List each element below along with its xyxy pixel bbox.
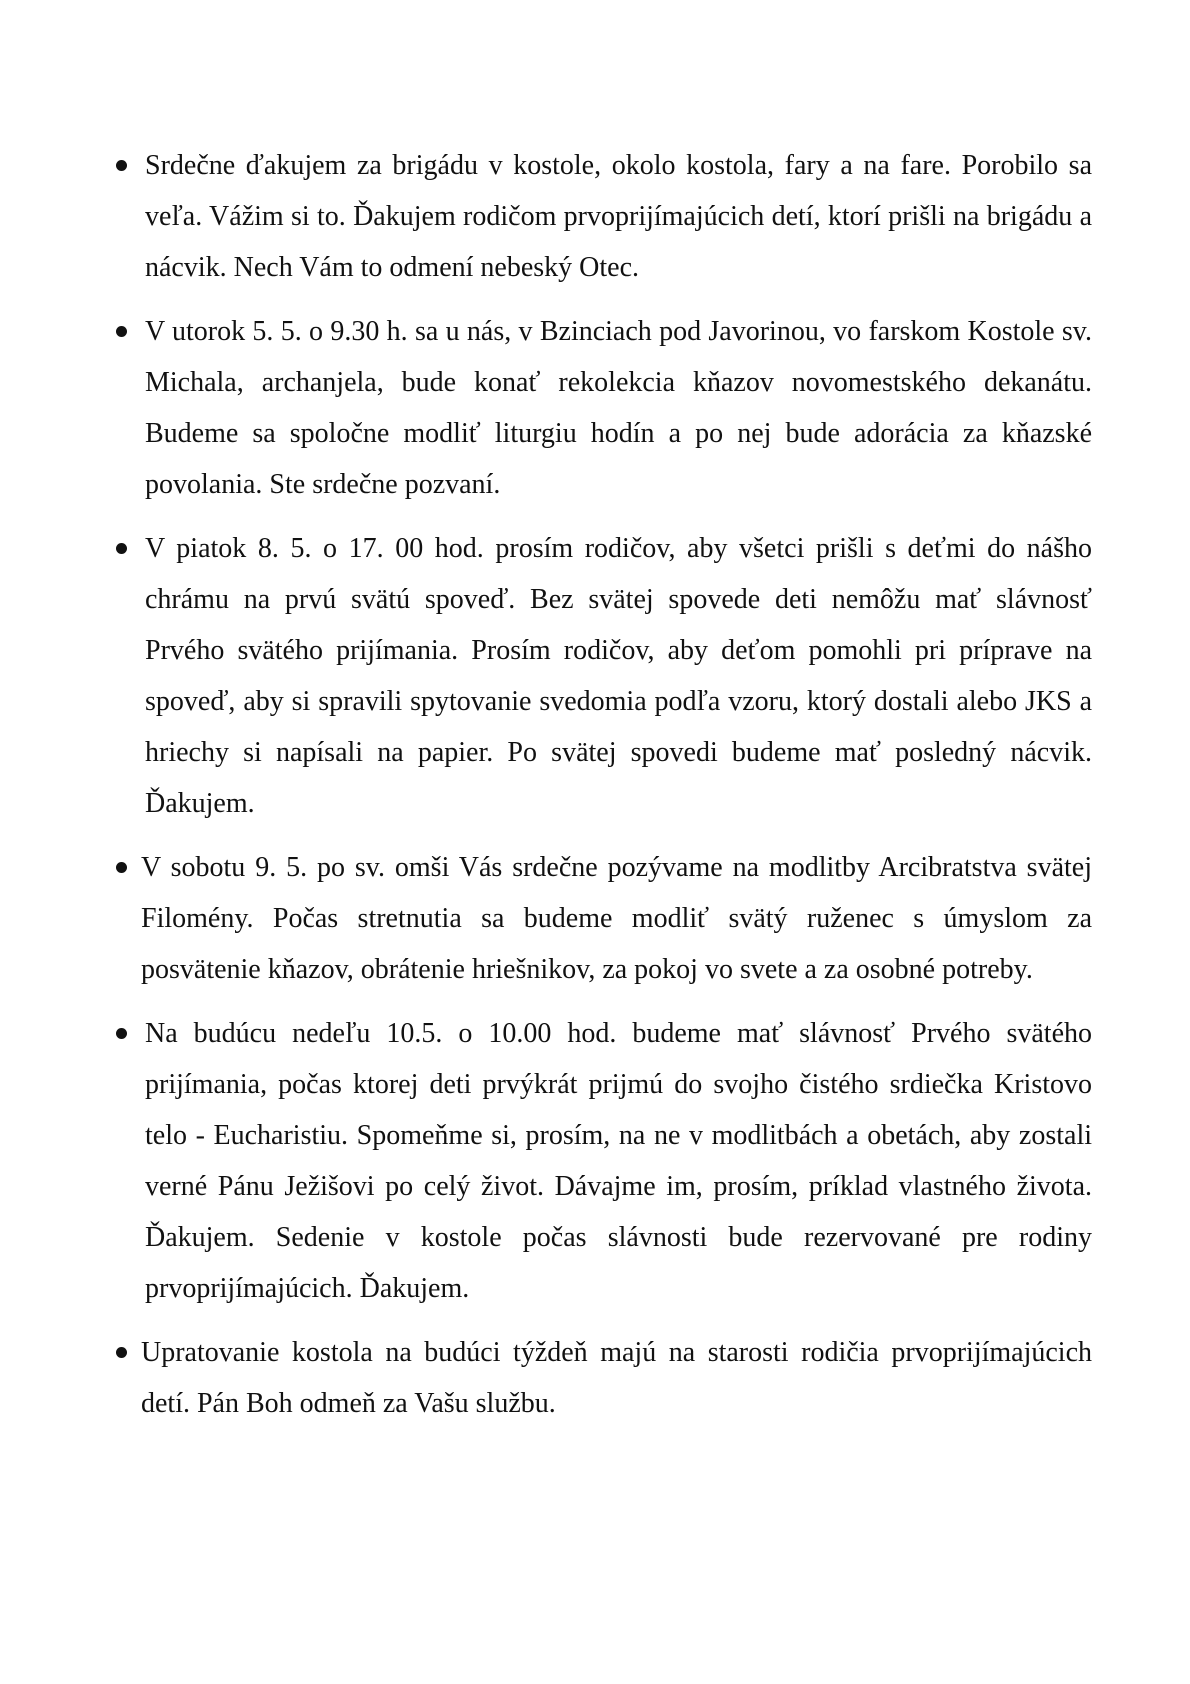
announcement-text: V sobotu 9. 5. po sv. omši Vás srdečne pozývame na modlitby Arcibratstva svätej Filomény. Počas stretnutia sa budeme modliť svätý ruženec s úmyslom za posvätenie kňazov, obrátenie hriešnikov, za pokoj vo svete a za osobné potreby.: [141, 852, 1092, 985]
bullet-icon: [116, 326, 127, 337]
announcement-text: Na budúcu nedeľu 10.5. o 10.00 hod. budeme mať slávnosť Prvého svätého prijímania, počas ktorej deti prvýkrát prijmú do svojho čistého srdiečka Kristovo telo - Eucharistiu. Spomeňme si, prosím, na ne v modlitbách a obetách, aby zostali verné Pánu Ježišovi po celý život. Dávajme im, prosím, príklad vlastného života. Ďakujem. Sedenie v kostole počas slávnosti bude rezervované pre rodiny prvoprijímajúcich. Ďakujem.: [145, 1018, 1092, 1304]
announcement-brigade-thanks: [112, 140, 1092, 293]
announcement-text: Srdečne ďakujem za brigádu v kostole, okolo kostola, fary a na fare. Porobilo sa veľa. Vážim si to. Ďakujem rodičom prvoprijímajúcich detí, ktorí prišli na brigádu a nácvik. Nech Vám to odmení nebeský Otec.: [145, 150, 1092, 283]
announcement-church-cleaning: [112, 1327, 1092, 1429]
announcements-list: [112, 140, 1092, 1442]
announcement-text: V utorok 5. 5. o 9.30 h. sa u nás, v Bzinciach pod Javorinou, vo farskom Kostole sv. Michala, archanjela, bude konať rekolekcia kňazov novomestského dekanátu. Budeme sa spoločne modliť liturgiu hodín a po nej bude adorácia za kňazské povolania. Ste srdečne pozvaní.: [145, 316, 1092, 500]
bullet-icon: [116, 1028, 127, 1039]
announcement-filomena-prayers: [112, 842, 1092, 995]
bullet-icon: [116, 1347, 127, 1358]
bullet-icon: [116, 160, 127, 171]
bullet-icon: [116, 862, 127, 873]
announcement-text: V piatok 8. 5. o 17. 00 hod. prosím rodičov, aby všetci prišli s deťmi do nášho chrámu na prvú svätú spoveď. Bez svätej spovede deti nemôžu mať slávnosť Prvého svätého prijímania. Prosím rodičov, aby deťom pomohli pri príprave na spoveď, aby si spravili spytovanie svedomia podľa vzoru, ktorý dostali alebo JKS a hriechy si napísali na papier. Po svätej spovedi budeme mať posledný nácvik. Ďakujem.: [145, 533, 1092, 819]
announcement-text: Upratovanie kostola na budúci týždeň majú na starosti rodičia prvoprijímajúcich detí. Pán Boh odmeň za Vašu službu.: [141, 1337, 1092, 1419]
announcement-first-confession: [112, 523, 1092, 829]
announcement-first-communion: [112, 1008, 1092, 1314]
announcement-recollection: [112, 306, 1092, 510]
bullet-icon: [116, 543, 127, 554]
